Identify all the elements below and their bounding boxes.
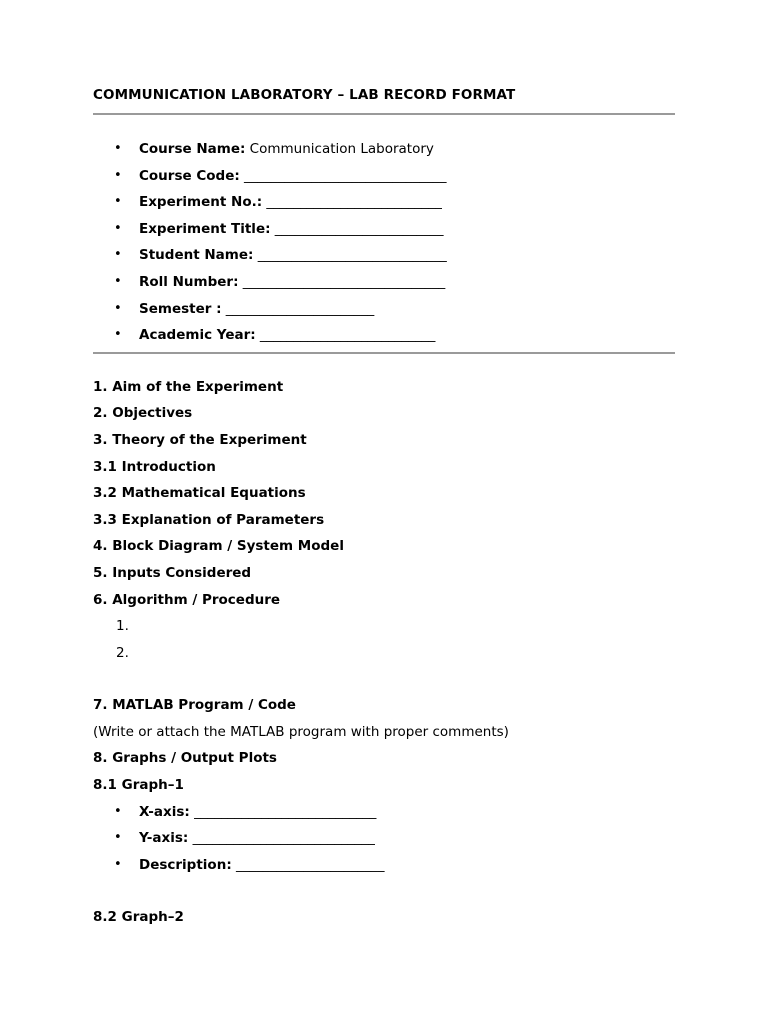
field-value: Communication Laboratory xyxy=(245,141,434,157)
field-label: Course Name: xyxy=(139,141,246,157)
section-heading-objectives: 2. Objectives xyxy=(93,405,193,422)
field-student-name xyxy=(93,242,675,269)
field-label: Experiment No.: xyxy=(139,194,263,211)
record-fields-list xyxy=(93,136,675,349)
field-semester xyxy=(93,296,675,323)
subsection-heading-graph-1: 8.1 Graph–1 xyxy=(93,777,184,794)
record-sections xyxy=(93,374,675,931)
header-divider xyxy=(93,113,675,115)
subsection-heading-equations: 3.2 Mathematical Equations xyxy=(93,485,306,502)
bullet: • xyxy=(114,803,122,819)
document-page xyxy=(93,85,675,931)
field-value: ______________________________ xyxy=(239,167,447,184)
graph-1-x-axis-field xyxy=(93,799,675,826)
field-experiment-title xyxy=(93,216,675,243)
field-value: ______________________ xyxy=(231,856,385,873)
field-value: ____________________________ xyxy=(253,247,447,264)
section-heading-aim: 1. Aim of the Experiment xyxy=(93,378,284,395)
field-value: _________________________ xyxy=(270,220,444,237)
bullet: • xyxy=(114,300,122,316)
field-label: Semester : xyxy=(139,300,222,317)
field-roll-number xyxy=(93,269,675,296)
bullet: • xyxy=(114,247,122,263)
blank-spacer xyxy=(93,666,675,692)
graph-1-description-field xyxy=(93,852,675,879)
bullet: • xyxy=(114,167,122,183)
bullet: • xyxy=(114,327,122,343)
graph-1-fields-list xyxy=(93,799,675,879)
field-value: __________________________ xyxy=(262,194,442,211)
field-label: X-axis: xyxy=(139,803,190,820)
field-experiment-no xyxy=(93,189,675,216)
field-value: ______________________ xyxy=(221,300,375,317)
section-heading-procedure: 6. Algorithm / Procedure xyxy=(93,591,281,608)
section-heading-graphs: 8. Graphs / Output Plots xyxy=(93,750,277,767)
bullet: • xyxy=(114,273,122,289)
field-value: ______________________________ xyxy=(238,273,446,290)
section-heading-theory: 3. Theory of the Experiment xyxy=(93,431,307,448)
field-label: Course Code: xyxy=(139,167,240,184)
field-label: Academic Year: xyxy=(139,327,256,344)
field-course-name xyxy=(93,136,675,163)
bullet: • xyxy=(114,141,122,156)
procedure-steps-list xyxy=(93,613,675,666)
subsection-heading-introduction: 3.1 Introduction xyxy=(93,458,216,475)
procedure-step: 1. xyxy=(116,618,129,635)
field-label: Y-axis: xyxy=(139,830,189,847)
subsection-heading-parameters: 3.3 Explanation of Parameters xyxy=(93,511,325,528)
section-heading-inputs: 5. Inputs Considered xyxy=(93,564,252,581)
field-label: Experiment Title: xyxy=(139,220,271,237)
graph-1-y-axis-field xyxy=(93,825,675,852)
bullet: • xyxy=(114,194,122,210)
field-value: ___________________________ xyxy=(188,830,375,847)
field-course-code xyxy=(93,163,675,190)
document-title: COMMUNICATION LABORATORY – LAB RECORD FORMAT xyxy=(93,87,516,103)
field-label: Roll Number: xyxy=(139,273,239,290)
bullet: • xyxy=(114,830,122,846)
bullet: • xyxy=(114,856,122,872)
procedure-step: 2. xyxy=(116,644,129,661)
section-divider xyxy=(93,352,675,354)
field-academic-year xyxy=(93,322,675,349)
field-label: Description: xyxy=(139,856,232,873)
matlab-instruction-text: (Write or attach the MATLAB program with proper comments) xyxy=(93,723,509,740)
blank-spacer xyxy=(93,878,675,904)
subsection-heading-graph-2: 8.2 Graph–2 xyxy=(93,909,184,926)
bullet: • xyxy=(114,220,122,236)
section-heading-matlab: 7. MATLAB Program / Code xyxy=(93,697,296,714)
field-value: ___________________________ xyxy=(189,803,377,820)
field-label: Student Name: xyxy=(139,247,254,264)
field-value: __________________________ xyxy=(255,327,436,344)
section-heading-block-diagram: 4. Block Diagram / System Model xyxy=(93,538,344,555)
